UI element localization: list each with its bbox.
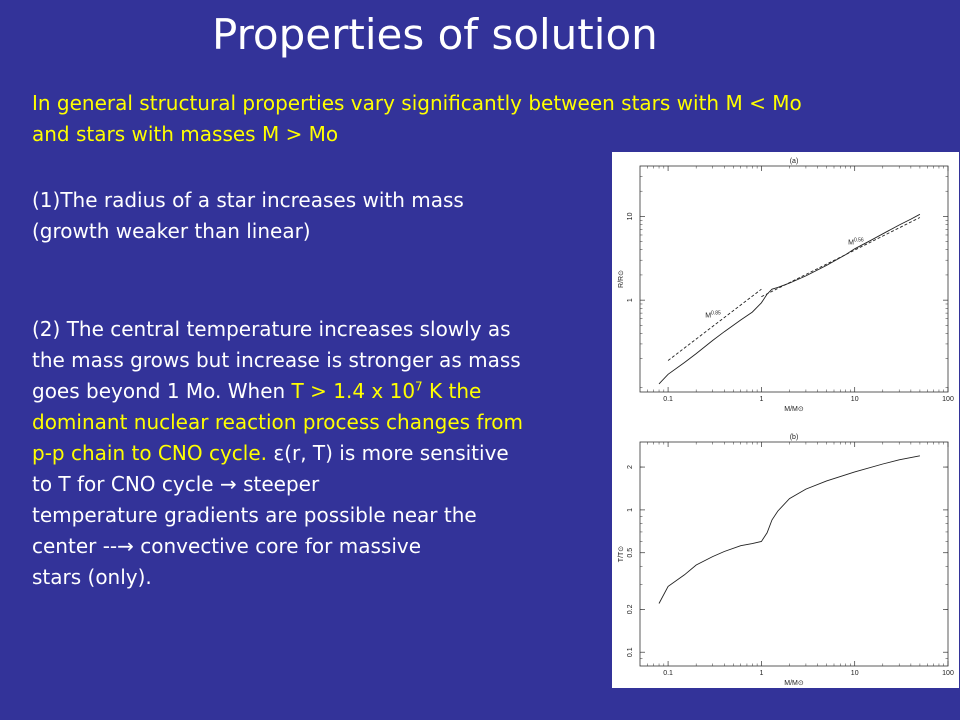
- x-axis-label: M/M⊙: [784, 406, 804, 413]
- x-tick-label: 100: [942, 396, 954, 403]
- highlight-segment: K the: [422, 379, 482, 403]
- fit-annotation: $M^{0.85}$: [705, 310, 721, 320]
- text-segment: convective core for massive: [133, 534, 422, 558]
- point-2-line-e: [32, 438, 622, 469]
- x-tick-label: 0.1: [663, 670, 673, 677]
- point-1-line-1: (1)The radius of a star increases with mass: [32, 188, 464, 212]
- point-2-line-c: [32, 376, 622, 407]
- intro-paragraph: [32, 88, 947, 150]
- data-series-line: [659, 214, 920, 384]
- plot-frame: [640, 442, 948, 666]
- highlight-segment: p-p chain to CNO cycle.: [32, 441, 274, 465]
- y-tick-label: 0.1: [627, 647, 634, 658]
- text-segment: goes beyond 1 Mo. When: [32, 379, 292, 403]
- x-tick-label: 10: [850, 396, 859, 403]
- intro-line-2: and stars with masses M > Mo: [32, 122, 339, 146]
- point-2-paragraph: [32, 314, 622, 593]
- point-1-line-2: (growth weaker than linear): [32, 219, 311, 243]
- x-tick-label: 1: [759, 670, 764, 677]
- point-1-paragraph: [32, 185, 612, 247]
- text-segment: to T for CNO cycle: [32, 472, 220, 496]
- point-2-line-i: stars (only).: [32, 565, 152, 589]
- y-axis-label: T/T⊙: [618, 545, 625, 563]
- text-segment: (r, T) is more sensitive: [284, 441, 509, 465]
- panel-label: (a): [789, 158, 799, 165]
- y-tick-label: 2: [627, 465, 634, 470]
- point-2-line-a: (2) The central temperature increases slowly as: [32, 317, 511, 341]
- point-2-line-f: [32, 469, 622, 500]
- slide-title: Properties of solution: [212, 10, 658, 59]
- y-tick-label: 10: [627, 212, 634, 221]
- plot-frame: [640, 166, 948, 392]
- point-2-line-b: the mass grows but increase is stronger as mass: [32, 348, 521, 372]
- exponent: 7: [415, 379, 423, 394]
- arrow-right-icon: →: [219, 472, 237, 496]
- y-tick-label: 1: [627, 298, 634, 303]
- panel-label: (b): [789, 434, 799, 441]
- intro-line-1: In general structural properties vary significantly between stars with M < Mo: [32, 91, 802, 115]
- figure-scan: [612, 152, 959, 688]
- text-segment: center --: [32, 534, 118, 558]
- x-tick-label: 0.1: [663, 396, 673, 403]
- charts-svg: [612, 152, 959, 688]
- highlight-segment: T > 1.4 x 10: [291, 379, 416, 403]
- y-axis-label: R/R⊙: [618, 270, 625, 288]
- epsilon-symbol: ε: [273, 441, 285, 465]
- y-tick-label: 0.2: [627, 604, 634, 615]
- point-2-line-d: dominant nuclear reaction process changes from: [32, 410, 523, 434]
- point-2-line-g: temperature gradients are possible near the: [32, 503, 477, 527]
- fit-annotation: $M^{0.56}$: [848, 237, 864, 247]
- text-segment: steeper: [236, 472, 320, 496]
- arrow-right-icon: →: [117, 534, 134, 558]
- x-tick-label: 100: [942, 670, 954, 677]
- point-2-line-h: [32, 531, 622, 562]
- y-tick-label: 0.5: [627, 547, 634, 558]
- y-tick-label: 1: [627, 507, 634, 512]
- x-tick-label: 1: [759, 396, 764, 403]
- x-axis-label: M/M⊙: [784, 680, 804, 687]
- data-series-line: [659, 456, 920, 604]
- x-tick-label: 10: [850, 670, 859, 677]
- power-law-fit-line: [668, 289, 761, 360]
